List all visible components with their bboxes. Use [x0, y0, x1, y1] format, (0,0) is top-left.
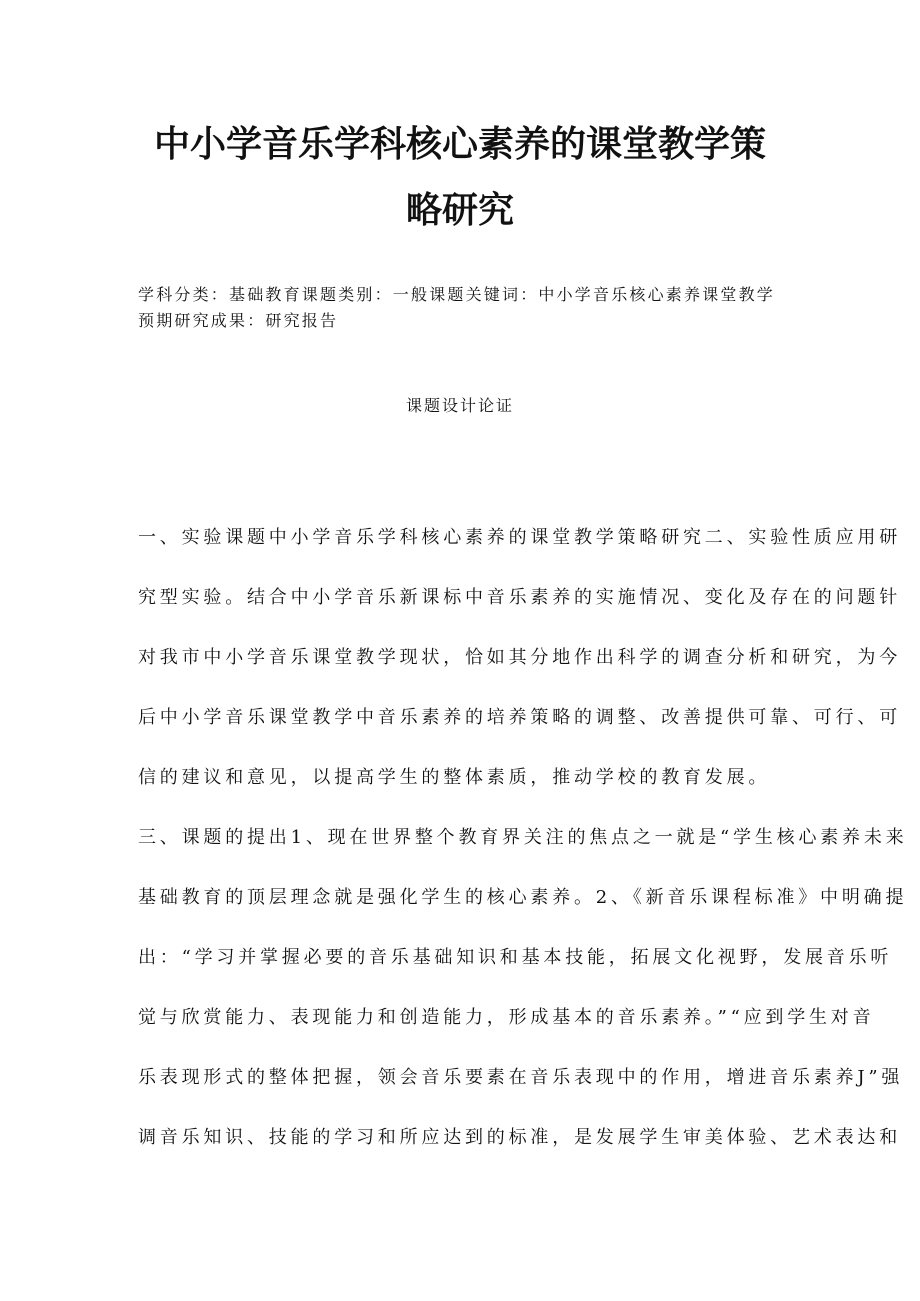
paragraph-1-line: 究型实验。结合中小学音乐新课标中音乐素养的实施情况、变化及存在的问题针 — [138, 587, 901, 608]
document-meta-line-1: 学科分类：基础教育课题类别：一般课题关键词：中小学音乐核心素养课堂教学 — [138, 285, 776, 304]
document-title-line-2: 略研究 — [405, 190, 514, 231]
paragraph-2-line: 调音乐知识、技能的学习和所应达到的标准，是发展学生审美体验、艺术表达和 — [138, 1127, 901, 1148]
paragraph-1-line: 信的建议和意见，以提高学生的整体素质，推动学校的教育发展。 — [138, 767, 771, 788]
paragraph-2-line: 三、课题的提出1、现在世界整个教育界关注的焦点之一就是“学生核心素养未来 — [138, 827, 908, 848]
paragraph-2-line: 基础教育的顶层理念就是强化学生的核心素养。2、《新音乐课程标准》中明确提 — [138, 887, 908, 908]
paragraph-2-line: 出：“学习并掌握必要的音乐基础知识和基本技能，拓展文化视野，发展音乐听 — [138, 947, 893, 968]
document-meta-line-2: 预期研究成果：研究报告 — [138, 311, 339, 330]
section-heading: 课题设计论证 — [405, 396, 514, 415]
paragraph-1-line: 一、实验课题中小学音乐学科核心素养的课堂教学策略研究二、实验性质应用研 — [138, 527, 901, 548]
paragraph-2-line: 觉与欣赏能力、表现能力和创造能力，形成基本的音乐素养。”“应到学生对音 — [138, 1007, 875, 1028]
paragraph-1-line: 后中小学音乐课堂教学中音乐素养的培养策略的调整、改善提供可靠、可行、可 — [138, 707, 901, 728]
paragraph-2-line: 乐表现形式的整体把握，领会音乐要素在音乐表现中的作用，增进音乐素养J”强 — [138, 1067, 904, 1088]
paragraph-1-line: 对我市中小学音乐课堂教学现状，恰如其分地作出科学的调查分析和研究，为今 — [138, 647, 901, 668]
document-title-line-1: 中小学音乐学科核心素养的课堂教学策 — [153, 124, 766, 165]
